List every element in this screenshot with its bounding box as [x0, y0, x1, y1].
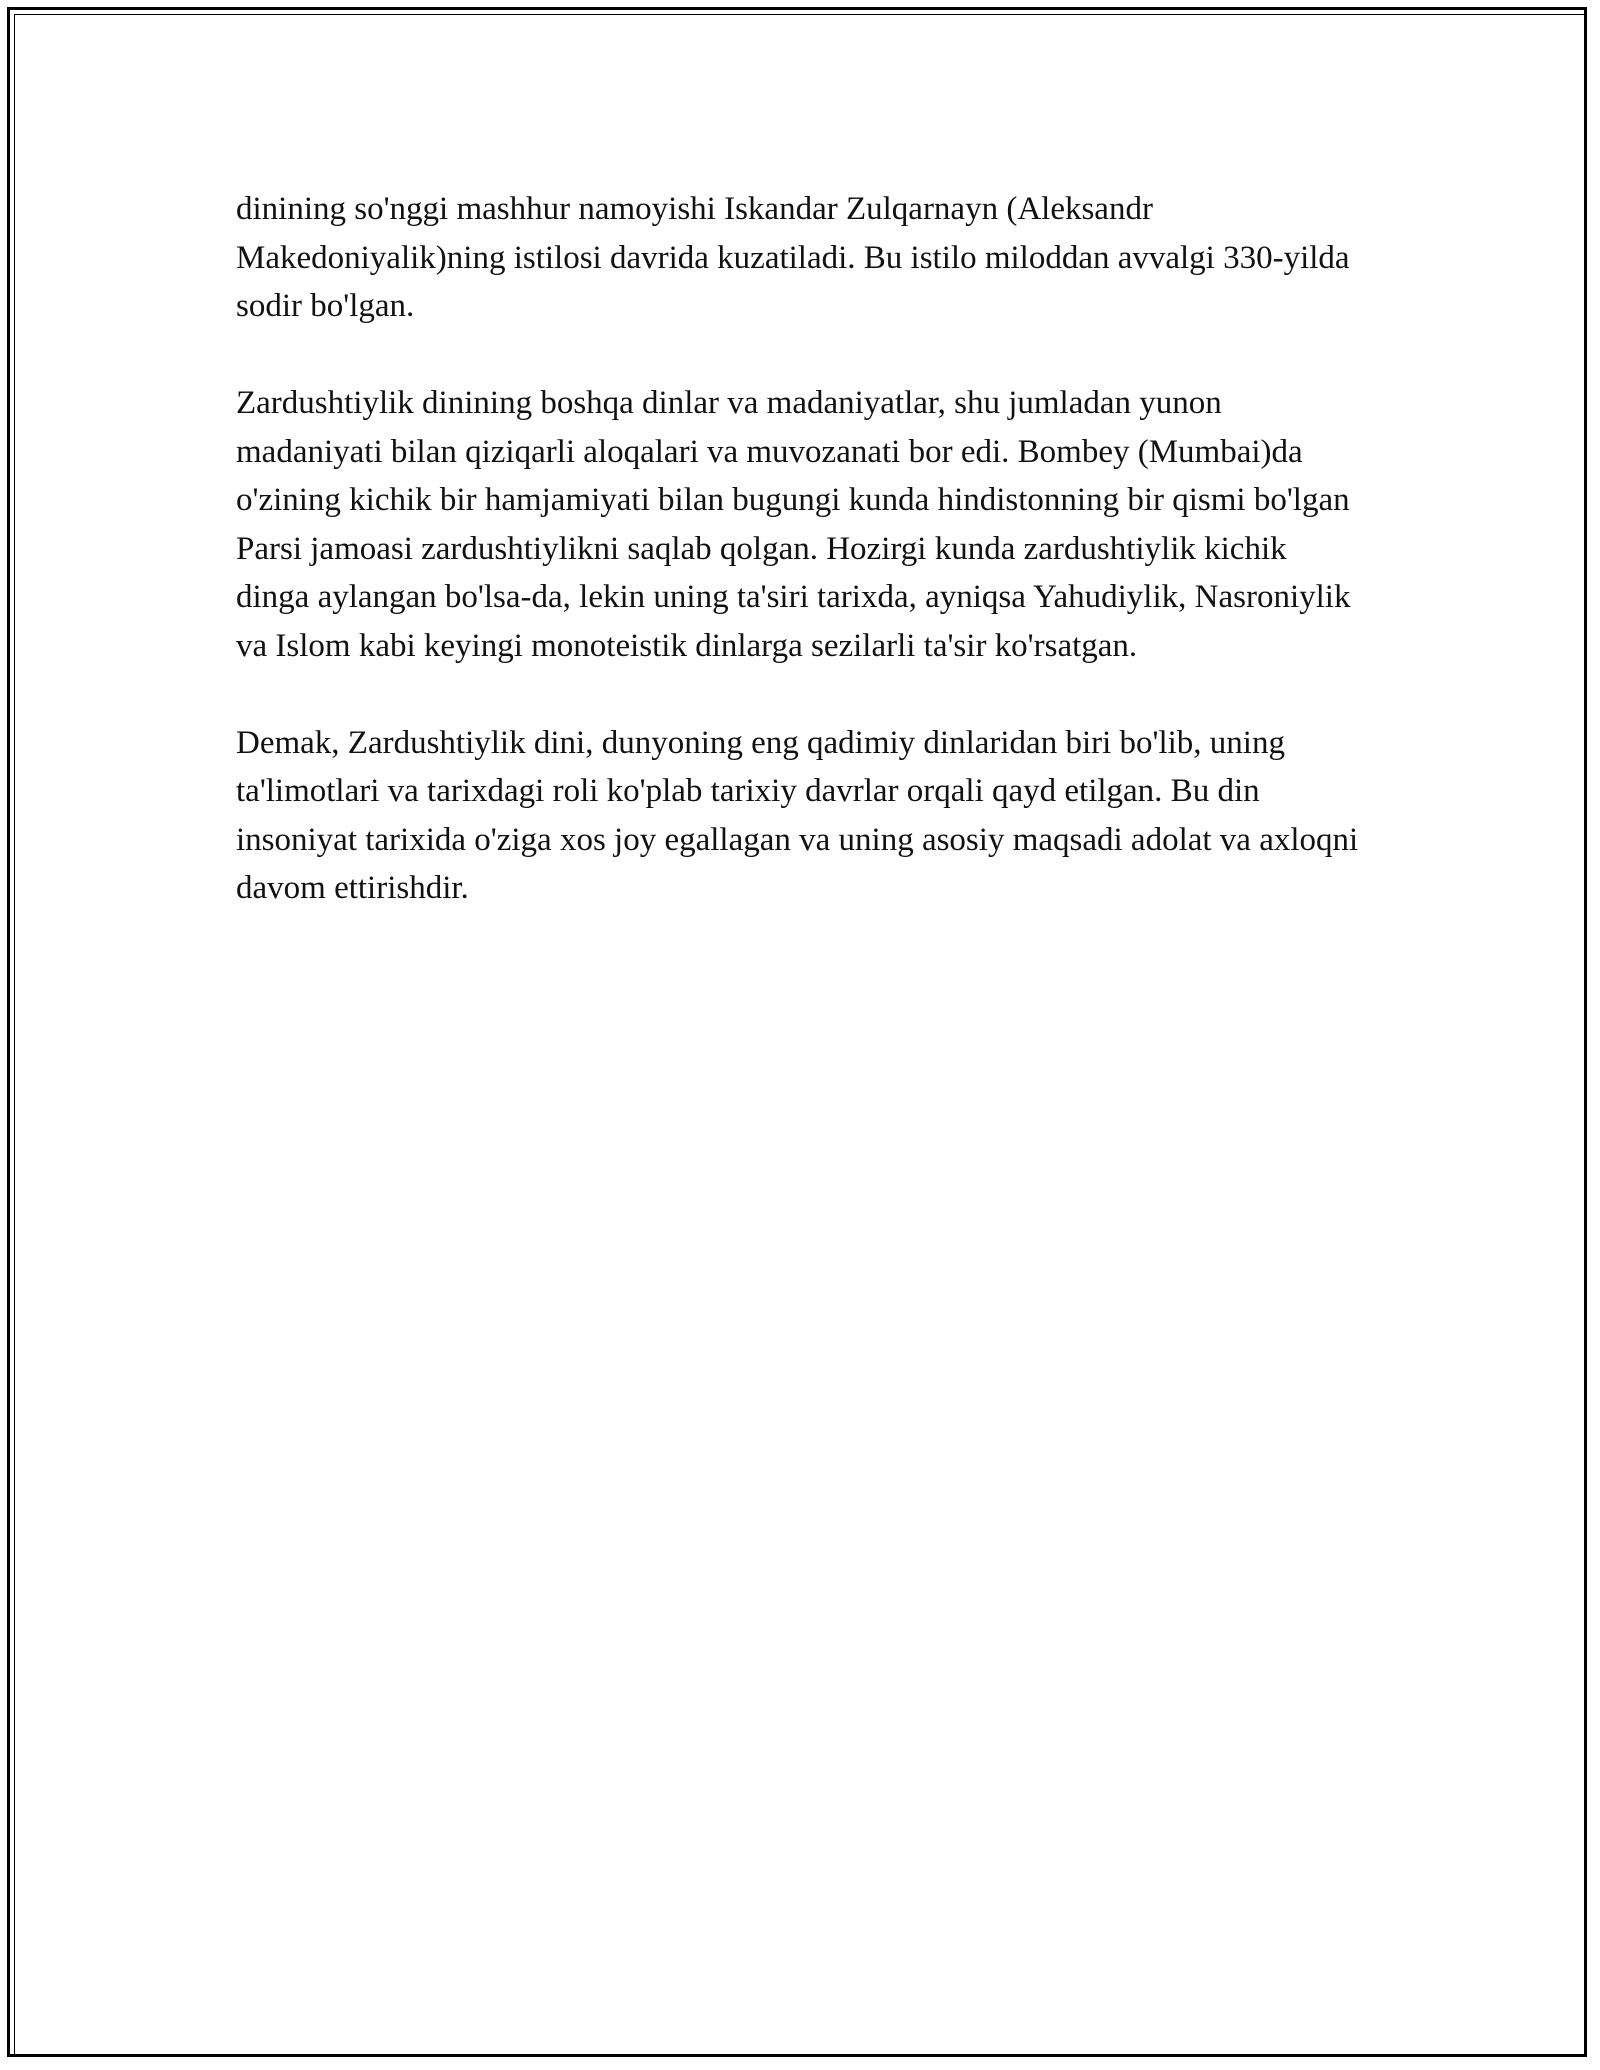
paragraph: Zardushtiylik dinining boshqa dinlar va madaniyatlar, shu jumladan yunon madaniyati bilan qiziqarli aloqalari va muvozanati bor edi. Bombey (Mumbai)da o'zining kichik bir hamjamiyati bilan bugungi kunda hindistonning bir qismi bo'lgan Parsi jamoasi zardushtiylikni saqlab qolgan. Hozirgi kunda zardushtiylik kichik dinga aylangan bo'lsa-da, lekin uning ta'siri tarixda, ayniqsa Yahudiylik, Nasroniylik va Islom kabi keyingi monoteistik dinlarga sezilarli ta'sir ko'rsatgan. — [236, 385, 1351, 664]
document-body — [236, 185, 1366, 961]
paragraph: dinining so'nggi mashhur namoyishi Iskandar Zulqarnayn (Aleksandr Makedoniyalik)ning istilosi davrida kuzatiladi. Bu istilo miloddan avvalgi 330-yilda sodir bo'lgan. — [236, 191, 1350, 324]
paragraph: Demak, Zardushtiylik dini, dunyoning eng qadimiy dinlaridan biri bo'lib, uning ta'limotlari va tarixdagi roli ko'plab tarixiy davrlar orqali qayd etilgan. Bu din insoniyat tarixida o'ziga xos joy egallagan va uning asosiy maqsadi adolat va axloqni davom ettirishdir. — [236, 724, 1359, 906]
